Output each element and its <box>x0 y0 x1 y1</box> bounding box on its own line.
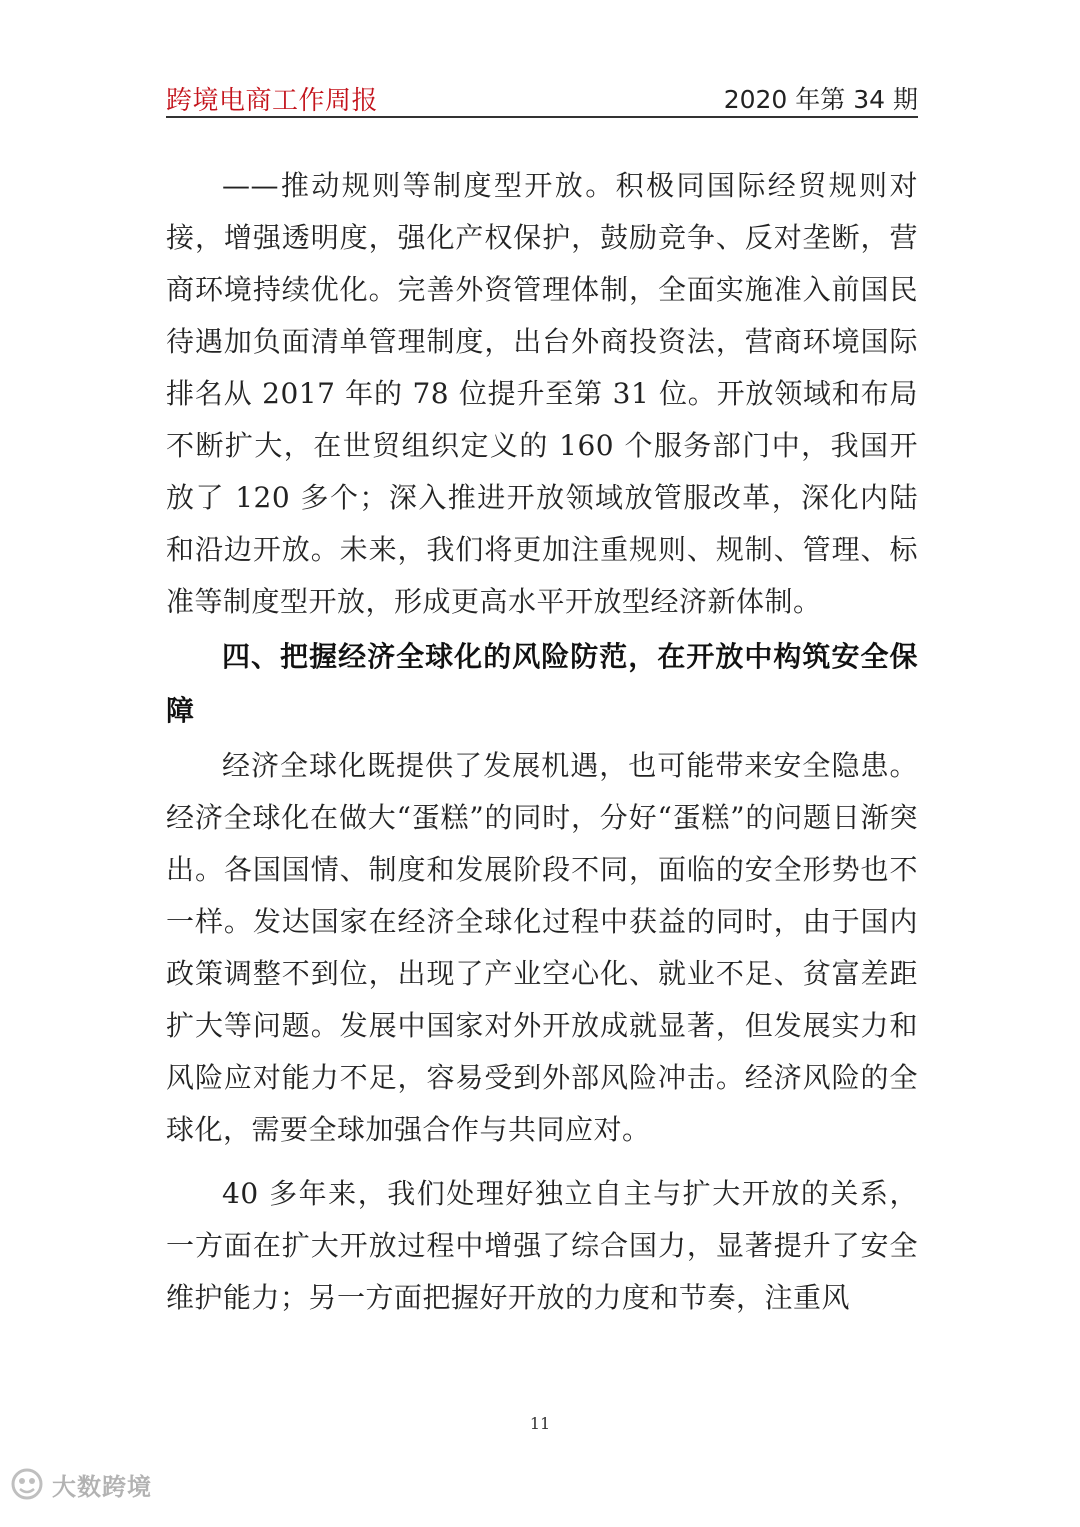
body-paragraph: 经济全球化既提供了发展机遇，也可能带来安全隐患。经济全球化在做大“蛋糕”的同时，分好“蛋糕”的问题日渐突出。各国国情、制度和发展阶段不同，面临的安全形势也不一样。发达国家在经济全球化过程中获益的同时，由于国内政策调整不到位，出现了产业空心化、就业不足、贫富差距扩大等问题。发展中国家对外开放成就显著，但发展实力和风险应对能力不足，容易受到外部风险冲击。经济风险的全球化，需要全球加强合作与共同应对。 <box>166 749 918 1146</box>
watermark-logo-icon <box>10 1467 44 1501</box>
body-paragraph: 40 多年来，我们处理好独立自主与扩大开放的关系，一方面在扩大开放过程中增强了综合国力，显著提升了安全维护能力；另一方面把握好开放的力度和节奏，注重风 <box>166 1177 918 1314</box>
watermark-text: 大数跨境 <box>52 1472 152 1501</box>
article-body <box>166 160 918 1324</box>
issue-number: 2020 年第 34 期 <box>723 85 918 114</box>
watermark <box>10 1464 152 1504</box>
header-divider <box>166 116 918 118</box>
section-heading: 四、把握经济全球化的风险防范，在开放中构筑安全保障 <box>166 640 918 727</box>
body-paragraph: ——推动规则等制度型开放。积极同国际经贸规则对接，增强透明度，强化产权保护，鼓励竞争、反对垄断，营商环境持续优化。完善外资管理体制，全面实施准入前国民待遇加负面清单管理制度，出台外商投资法，营商环境国际排名从 2017 年的 78 位提升至第 31 位。开放领域和布局不断扩大，在世贸组织定义的 160 个服务部门中，我国开放了 120 多个；深入推进开放领域放管服改革，深化内陆和沿边开放。未来，我们将更加注重规则、规制、管理、标准等制度型开放，形成更高水平开放型经济新体制。 <box>166 169 918 618</box>
page-header <box>166 72 918 118</box>
page-number: 11 <box>529 1414 551 1433</box>
publication-title: 跨境电商工作周报 <box>166 86 379 116</box>
